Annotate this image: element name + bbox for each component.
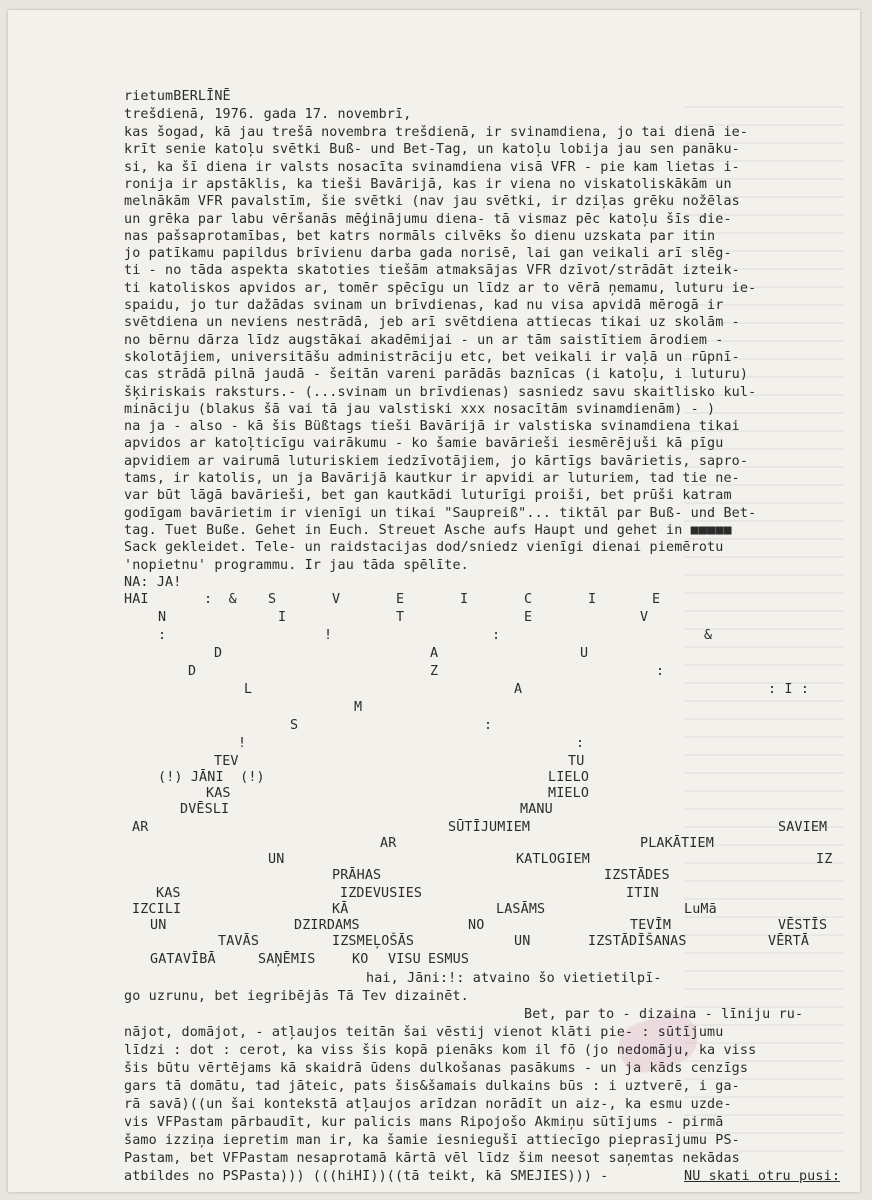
art-c: C [524,592,533,607]
body-line: melnākām VFR pavalstīm, šie svētki (nav jau svētki, ir dziļas grēku nožēlas [124,194,740,210]
art-ar1: AR [132,820,149,835]
art-ka: KĀ [332,902,349,917]
art-tu: TU [568,754,585,769]
body-line: 'nopietnu' programmu. Ir jau tāda spēlīte. [124,557,469,573]
art-saviem: SAVIEM [778,820,828,835]
art-v2: V [640,610,649,625]
art-dzirdams: DZIRDAMS [294,918,360,933]
art-d2: D [188,664,197,679]
art-izcili: IZCILI [132,902,182,917]
art-bang2: ! [238,736,247,751]
art-izstades: IZSTĀDES [604,868,670,883]
na-ja-line: NA: JA! [124,575,182,590]
art-prahas: PRĀHAS [332,868,382,883]
letter-sheet [8,10,860,1192]
body-line: kas šogad, kā jau trešā novembra trešdienā, ir svinamdiena, jo tai dienā ie- [124,125,749,140]
art-colon4: : [484,718,493,733]
art-manu: MANU [520,802,553,817]
body-line: nas pašsaprotamības, bet katrs normāls cilvēks šo dienu uzskata par itin [124,228,716,244]
art-izdevusies: IZDEVUSIES [340,886,423,901]
art-lielo: LIELO [548,770,590,785]
closing-line-2: go uzrunu, bet iegribējās Tā Tev dizainēt. [124,989,469,1004]
art-i2: I [588,592,597,607]
art-tavas: TAVĀS [218,934,260,949]
closing-line-3: Bet, par to - dizaina - līniju ru- [524,1007,804,1022]
closing-line-12: atbildes no PSPasta))) (((hiHI))((tā teikt, kā SMEJIES))) - [124,1169,609,1184]
art-e2: E [652,592,661,607]
art-sanemis: SAŅĒMIS [258,952,316,967]
art-kas2: KAS [156,886,181,901]
art-dvesli: DVĒSLI [180,802,230,817]
body-line: tams, ir katolis, un ja Bavārijā kautkur ir apvidi ar luturiem, tad tie ne- [124,471,740,486]
art-un3: UN [514,934,531,949]
art-gataviba: GATAVĪBĀ [150,952,216,967]
art-plakatiem: PLAKĀTIEM [640,836,714,851]
art-a2: A [514,682,523,697]
art-u: U [580,646,589,661]
art-kas: KAS [206,786,231,801]
closing-line-9: vis VFPastam pārbaudīt, kur palicis mans Ripojošo Akmiņu sūtījums - pirmā [124,1115,724,1130]
body-line: na ja - also - kā šis Büßtags tieši Bavārijā ir valstiska svinamdiena tikai [124,419,740,435]
art-amp2: & [704,628,713,643]
body-line: no bērnu dārza līdz augstākai akadēmijai - un ar tām saistītiem ārodiem - [124,332,724,348]
art-a: A [430,646,439,661]
art-i3: I [278,610,287,625]
art-lasams: LASĀMS [496,902,546,917]
art-e3: E [524,610,533,625]
art-izstadisanas: IZSTĀDĪŠANAS [588,934,687,949]
body-line: tag. Tuet Buße. Gehet in Euch. Streuet Asche aufs Haupt und gehet in ■■■■■ [124,522,732,538]
art-n: N [158,610,167,625]
location-line: rietumBERLĪNĒ [124,89,231,104]
body-line: godīgam bavārietim ir vienīgi un tikai "Saupreiß"... tiktāl par Buß- und Bet- [124,505,757,521]
closing-line-5: līdzi : dot : cerot, ka viss šis kopā pienāks kom il fō (jo nedomāju, ka viss [124,1043,757,1058]
art-visu: VISU [388,952,421,967]
art-esmu: ESMUS [428,952,470,967]
closing-line-6: šis būtu vērtējams kā skaidrā ūdens dulkošanas pasākums - un ja kāds cenzīgs [124,1061,749,1076]
art-luma: LuMā [684,902,717,917]
art-iz: IZ [816,852,833,867]
art-s: S [268,592,277,607]
art-colon1: : [158,628,167,643]
art-t: T [396,610,405,625]
closing-line-10: šamo izziņa iepretim man ir, ka šamie iesniegušī attiecīgo pieprasījumu PS- [124,1133,740,1148]
closing-line-7: gars tā domātu, tad jāteic, pats šis&šamais dulkains būs : i uztverē, i ga- [124,1079,740,1094]
art-colon3: : [656,664,665,679]
body-line: krīt senie katoļu svētki Buß- und Bet-Tag, un katoļu lobija jau sen panāku- [124,142,740,158]
art-izsmelosas: IZSMEĻOŠĀS [332,934,415,949]
body-line: mināciju (blakus šā vai tā jau valstiski xxx nosacītām svinamdienām) - ) [124,401,716,417]
art-l: L [244,682,253,697]
body-line: apvidiem ar vairumā luturiskiem iedzīvotājiem, jo kārtīgs bavārietis, sapro- [124,453,749,469]
art-colon5: : [576,736,585,751]
art-i: I [460,592,469,607]
body-line: spaidu, jo tur dažādas svinam un brīvdienas, kad nu visa apvidā mērogā ir [124,298,724,313]
body-line: jo patīkamu papildus brīvienu darba gada norisē, lai gan veikali arī slēg- [124,246,732,262]
art-s2: S [290,718,299,733]
art-colon2: : [492,628,501,643]
art-tev: TEV [214,754,239,769]
art-d: D [214,646,223,661]
art-e: E [396,592,405,607]
art-vestis: VĒSTĪS [778,918,828,933]
art-ko: KO [352,952,369,967]
body-line: svētdiena un neviens nestrādā, jeb arī svētdiena attiecas tikai uz skolām - [124,315,740,331]
body-line: ronija ir apstāklis, ka tieši Bavārijā, kas ir viena no viskatoliskākām un [124,176,732,192]
art-un2: UN [150,918,167,933]
body-line: skolotājiem, universitāšu administrāciju etc, bet veikali ir vaļā un rūpnī- [124,349,740,365]
art-z: Z [430,664,439,679]
body-line: Sack gekleidet. Tele- un raidstacijas dod/sniedz vienīgi dienai piemērotu [124,540,724,556]
turn-over-note: NU skati otru pusi: [684,1169,841,1184]
body-line: ti katoliskos apvidos ar, tomēr spēcīgu un līdz ar to vērā ņemamu, luturu ie- [124,280,757,296]
art-mielo: MIELO [548,786,590,801]
art-un1: UN [268,852,285,867]
art-hai: HAI [124,592,149,607]
closing-line-1: hai, Jāni:!: atvaino šo vietietilpī- [366,971,662,986]
art-i4: : I : [768,682,810,697]
art-sutijumiem: SŪTĪJUMIEM [448,820,531,835]
art-ar2: AR [380,836,397,851]
body-line: cas strādā pilnā jaudā - šeitān vareni parādās baznīcas (i katoļu, i luturu) [124,367,749,383]
art-itin: ITIN [626,886,659,901]
art-amp: : & [204,592,237,607]
art-v: V [332,592,341,607]
closing-line-4: nājot, domājot, - atļaujos teitān šai vēstij vienot klāti pie- : sūtījumu [124,1025,724,1040]
closing-line-8: rā savā)((un šai kontekstā atļaujos arīdzan norādīt un aiz-, ka esmu uzde- [124,1097,732,1112]
date-line: trešdienā, 1976. gada 17. novembrī, [124,107,412,122]
art-tevim: TEVĪM [630,918,672,933]
body-line: var būt lāgā bavārieši, bet gan kautkādi luturīgi proiši, bet prūši katram [124,488,732,504]
closing-line-11: Pastam, bet VFPastam nesaprotamā kārtā vēl līdz šim neesot saņemtas nekādas [124,1151,740,1166]
body-line: si, ka šī diena ir valsts nosacīta svinamdiena visā VFR - pie kam lietas i- [124,159,740,175]
body-line: un grēka par labu vēršanās mēģinājumu diena- tā vismaz pēc katoļu šīs die- [124,211,732,227]
body-line: ti - no tāda aspekta skatoties tiešām atmaksājas VFR dzīvot/strādāt izteik- [124,263,740,279]
art-no: NO [468,918,485,933]
body-line: šķiriskais raksturs.- (...svinam un brīvdienas) sasniedz savu skaitlisko kul- [124,384,757,400]
art-jani: (!) JĀNI (!) [158,770,265,785]
art-bang1: ! [324,628,333,643]
body-line: apvidos ar katoļticīgu vairākumu - ko šamie bavārieši iesmērējuši kā pīgu [124,436,724,452]
art-katlogiem: KATLOGIEM [516,852,590,867]
art-m: M [354,700,363,715]
art-verta: VĒRTĀ [768,934,810,949]
